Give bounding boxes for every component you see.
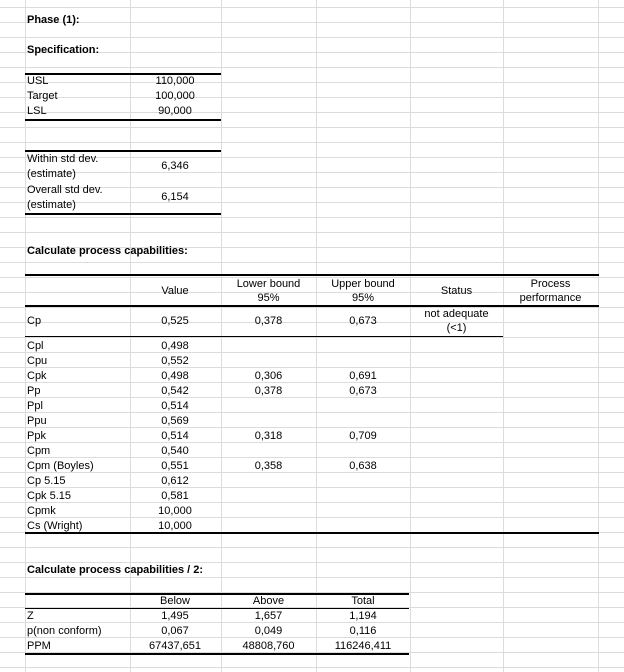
cap-row-value[interactable]: 0,498 [161, 340, 189, 352]
spec-title: Specification: [27, 44, 100, 56]
cap-row-label: Cpm [27, 445, 51, 457]
cap-row-value[interactable]: 0,514 [161, 430, 189, 442]
phase-title: Phase (1): [27, 14, 80, 26]
cap2-table-bottom-border [25, 653, 409, 655]
cap2-header-total: Total [351, 595, 375, 607]
cap-header-bottom-border [25, 305, 599, 307]
cap-row-upper[interactable]: 0,638 [349, 460, 377, 472]
cap-header-upper-2: 95% [351, 292, 375, 304]
cap-row-value[interactable]: 0,514 [161, 400, 189, 412]
cap2-row-label: p(non conform) [27, 625, 102, 637]
capabilities-title: Calculate process capabilities: [27, 245, 188, 257]
cap-row-label: Cpk [27, 370, 47, 382]
cap2-header-above: Above [252, 595, 285, 607]
target-label: Target [27, 90, 58, 102]
cap-row-value[interactable]: 10,000 [158, 520, 192, 532]
cap-row-value[interactable]: 0,542 [161, 385, 189, 397]
cap-row-label: Ppu [27, 415, 47, 427]
overall-stddev-label: Overall std dev. [27, 184, 103, 196]
cap-table-bottom-border [25, 532, 599, 534]
cap-header-lower-2: 95% [257, 292, 280, 304]
cp-status[interactable]: not adequate [424, 308, 489, 320]
within-stddev-value[interactable]: 6,346 [161, 160, 189, 172]
cap-row-value[interactable]: 0,551 [161, 460, 189, 472]
cp-upper[interactable]: 0,673 [349, 315, 377, 327]
cap2-row-below[interactable]: 0,067 [161, 625, 189, 637]
cap-row-label: Ppl [27, 400, 43, 412]
cap-row-upper[interactable]: 0,673 [349, 385, 377, 397]
cap-row-label: Pp [27, 385, 41, 397]
cap-row-label: Cpu [27, 355, 48, 367]
target-value[interactable]: 100,000 [155, 90, 195, 102]
cap-row-label: Cp 5.15 [27, 475, 66, 487]
cap-table-top-border [25, 274, 599, 276]
cap2-row-above[interactable]: 48808,760 [242, 640, 295, 652]
cap-row-label: Ppk [27, 430, 46, 442]
cap2-row-label: PPM [27, 640, 51, 652]
cap-row-value[interactable]: 0,498 [161, 370, 189, 382]
cp-value[interactable]: 0,525 [161, 315, 189, 327]
cap-row-lower[interactable]: 0,318 [254, 430, 283, 442]
usl-value[interactable]: 110,000 [155, 75, 195, 87]
cap2-row-above[interactable]: 0,049 [254, 625, 283, 637]
cap-row-label: Cpm (Boyles) [27, 460, 94, 472]
cap-row-value[interactable]: 0,569 [161, 415, 189, 427]
cap2-row-above[interactable]: 1,657 [254, 610, 283, 622]
cap-header-upper: Upper bound [331, 278, 395, 290]
cap2-header-below: Below [160, 595, 190, 607]
within-stddev-label: Within std dev. [27, 153, 99, 165]
cap-row-upper[interactable]: 0,709 [349, 430, 377, 442]
cp-lower[interactable]: 0,378 [254, 315, 283, 327]
cap-row-label: Cpl [27, 340, 44, 352]
cap-row-label: Cpk 5.15 [27, 490, 72, 502]
cap2-row-below[interactable]: 1,495 [161, 610, 189, 622]
cap2-row-below[interactable]: 67437,651 [149, 640, 201, 652]
lsl-value[interactable]: 90,000 [158, 105, 192, 117]
cap-header-lower: Lower bound [236, 278, 301, 290]
overall-stddev-label-2: (estimate) [27, 199, 76, 211]
capabilities-2-title: Calculate process capabilities / 2: [27, 564, 204, 576]
cp-label: Cp [27, 315, 42, 327]
cap-header-performance: Process [530, 278, 571, 290]
lsl-label: LSL [27, 105, 47, 117]
cap-row-label: Cs (Wright) [27, 520, 83, 532]
cap-header-value: Value [161, 285, 189, 297]
cap-row-value[interactable]: 10,000 [158, 505, 192, 517]
cap2-row-total[interactable]: 116246,411 [334, 640, 392, 652]
spec-bottom-border [25, 119, 221, 121]
cap-row-value[interactable]: 0,540 [161, 445, 189, 457]
overall-stddev-value[interactable]: 6,154 [161, 191, 189, 203]
cp-row-border [25, 336, 503, 337]
cap-row-upper[interactable]: 0,691 [349, 370, 377, 382]
cap2-row-total[interactable]: 0,116 [349, 625, 377, 637]
stddev-bottom-border [25, 213, 221, 215]
cp-status-2: (<1) [446, 322, 467, 334]
cap2-row-total[interactable]: 1,194 [349, 610, 377, 622]
cap-row-lower[interactable]: 0,358 [254, 460, 283, 472]
cap-row-label: Cpmk [27, 505, 56, 517]
cap-row-lower[interactable]: 0,306 [254, 370, 283, 382]
cap-row-lower[interactable]: 0,378 [254, 385, 283, 397]
cap-row-value[interactable]: 0,612 [161, 475, 189, 487]
within-stddev-label-2: (estimate) [27, 168, 76, 180]
cap2-row-label: Z [27, 610, 34, 622]
usl-label: USL [27, 75, 49, 87]
cap-row-value[interactable]: 0,552 [161, 355, 189, 367]
cap-header-status: Status [440, 285, 473, 297]
cap-header-performance-2: performance [519, 292, 582, 304]
cap-row-value[interactable]: 0,581 [161, 490, 189, 502]
